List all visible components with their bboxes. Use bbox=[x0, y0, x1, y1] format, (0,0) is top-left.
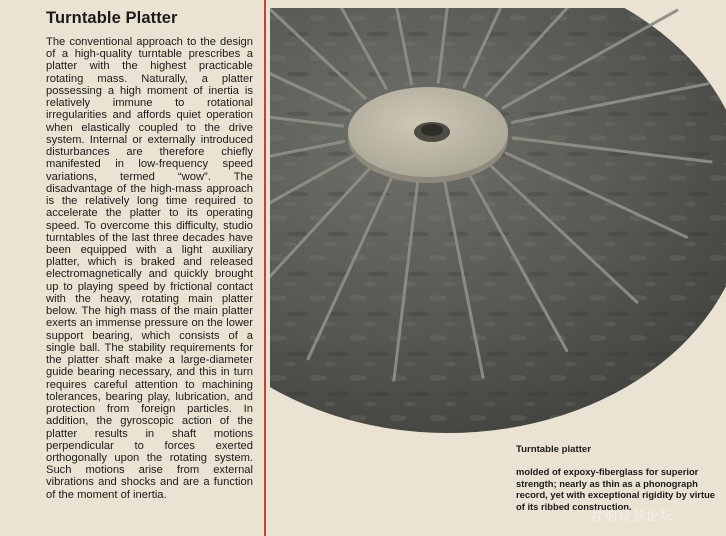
article-body: The conventional approach to the design of a high-quality turntable prescribes a platter with the highest practicable rotating mass. Naturally, a platter possessing a high moment of inertia is relatively immune to rotational irregularities and affords quiet operation when elastically coupled to the drive system. Internal or externally introduced disturbances are therefore chiefly manifested in low-frequency speed variations, termed “wow”. The disadvantage of the high-mass approach is the relatively long time required to accelerate the platter to its operating speed. To overcome this difficulty, studio turntables of the last three decades have been equipped with a light auxiliary platter, which is braked and released electromagnetically and quickly brought up to playing speed by frictional contact with the heavy, rotating main platter below. The high mass of the main platter exerts an immense pressure on the lower support bearing, which consists of a single ball. The stability requirements for the platter shaft make a large-diameter guide bearing necessary, and this in turn requires careful attention to machining tolerances, bearing play, lubrication, and protection from foreign particles. In addition, the gyroscopic action of the platter results in shaft motions perpendicular to forces exerted orthogonally upon the rotating system. Such motions arise from external vibrations and shocks and are a function of the moment of inertia. bbox=[46, 36, 253, 501]
figure-caption-body: molded of expoxy-fiberglass for superior strength; nearly as thin as a phonograph record, yet with exceptional rigidity by virtue of its ribbed construction. bbox=[516, 466, 716, 512]
article-title: Turntable Platter bbox=[46, 9, 178, 27]
column-divider-rule bbox=[264, 0, 266, 536]
platter-hub bbox=[348, 87, 508, 183]
figure-caption-title: Turntable platter bbox=[516, 444, 591, 455]
turntable-platter-photo bbox=[270, 8, 726, 536]
forum-watermark: 音响设备论坛 bbox=[590, 509, 675, 524]
